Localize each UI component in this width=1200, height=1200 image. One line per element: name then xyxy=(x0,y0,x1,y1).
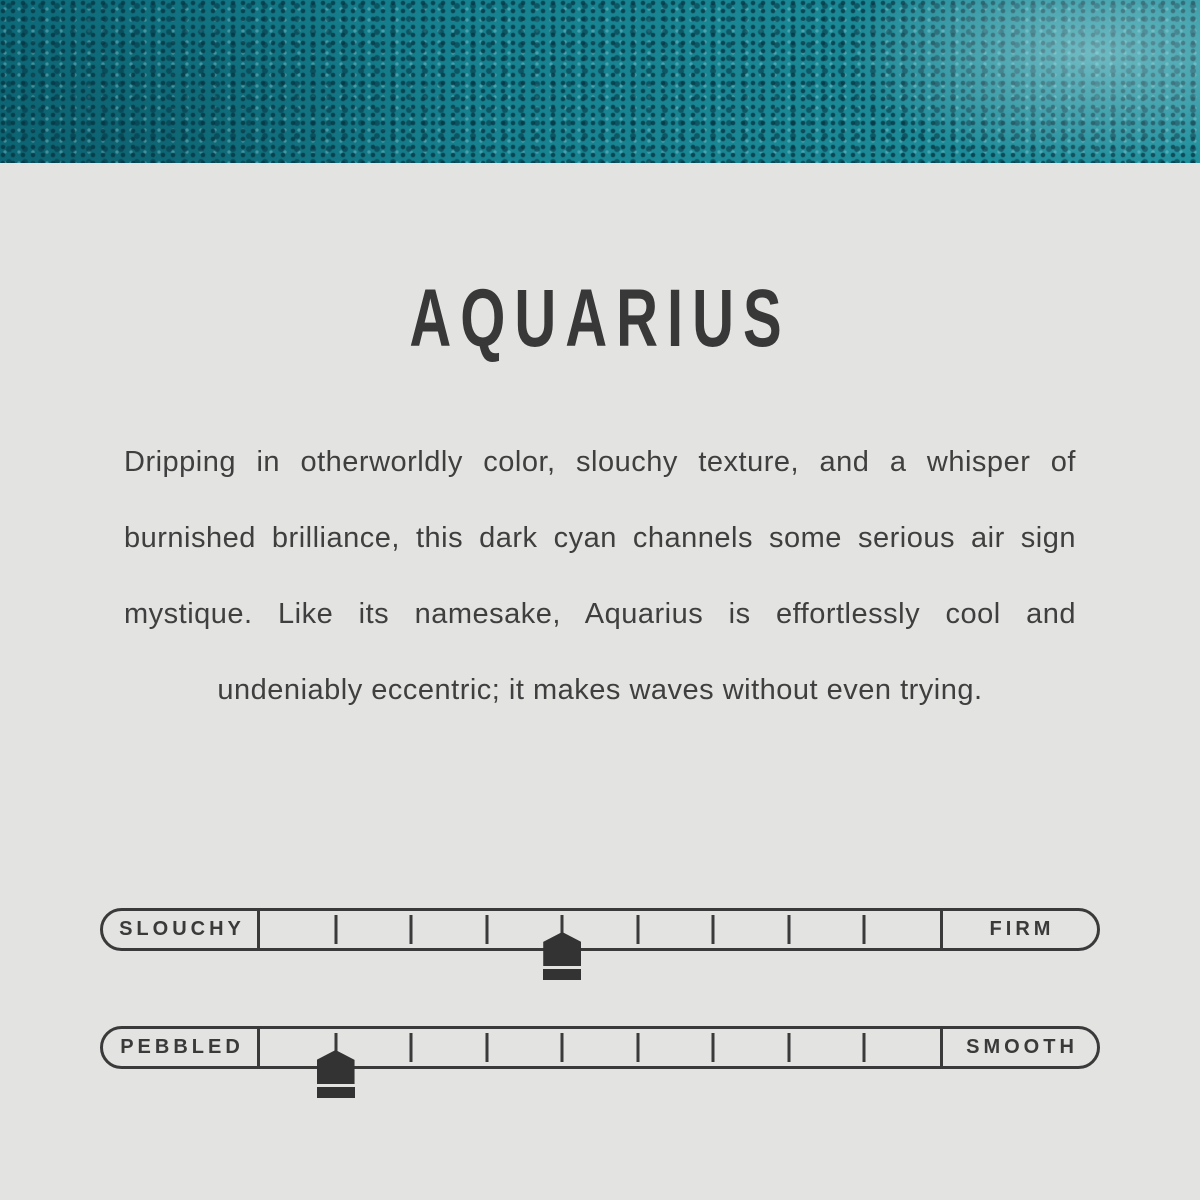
scale-left-label: SLOUCHY xyxy=(103,911,260,948)
description-line: burnished brilliance, this dark cyan channels some serious air sign xyxy=(124,522,1076,554)
scale-marker xyxy=(317,1050,355,1098)
description-line: Dripping in otherworldly color, slouchy texture, and a whisper of xyxy=(124,446,1076,478)
scale-right-label: SMOOTH xyxy=(940,1029,1097,1066)
tick-mark xyxy=(787,915,790,944)
tick-mark xyxy=(863,1033,866,1062)
scale-track xyxy=(260,911,940,948)
tick-mark xyxy=(410,915,413,944)
tick-mark xyxy=(787,1033,790,1062)
description-line: undeniably eccentric; it makes waves without even trying. xyxy=(217,674,983,706)
tick-mark xyxy=(863,915,866,944)
scale-track xyxy=(260,1029,940,1066)
marker-pointer-icon xyxy=(543,932,581,966)
tick-mark xyxy=(485,1033,488,1062)
leather-texture-image xyxy=(0,0,1200,163)
marker-base-bar xyxy=(543,969,581,980)
page-title: AQUARIUS xyxy=(409,273,791,365)
tick-mark xyxy=(636,915,639,944)
description-line: mystique. Like its namesake, Aquarius is effortlessly cool and xyxy=(124,598,1076,630)
scale-slouchy-firm xyxy=(100,908,1100,951)
marker-pointer-icon xyxy=(317,1050,355,1084)
scale-marker xyxy=(543,932,581,980)
product-description xyxy=(124,424,1076,728)
tick-mark xyxy=(410,1033,413,1062)
scale-left-label: PEBBLED xyxy=(103,1029,260,1066)
scale-pebbled-smooth xyxy=(100,1026,1100,1069)
tick-mark xyxy=(485,915,488,944)
tick-mark xyxy=(561,1033,564,1062)
tick-mark xyxy=(636,1033,639,1062)
tick-mark xyxy=(334,915,337,944)
tick-mark xyxy=(712,915,715,944)
scale-right-label: FIRM xyxy=(940,911,1097,948)
tick-mark xyxy=(712,1033,715,1062)
marker-base-bar xyxy=(317,1087,355,1098)
